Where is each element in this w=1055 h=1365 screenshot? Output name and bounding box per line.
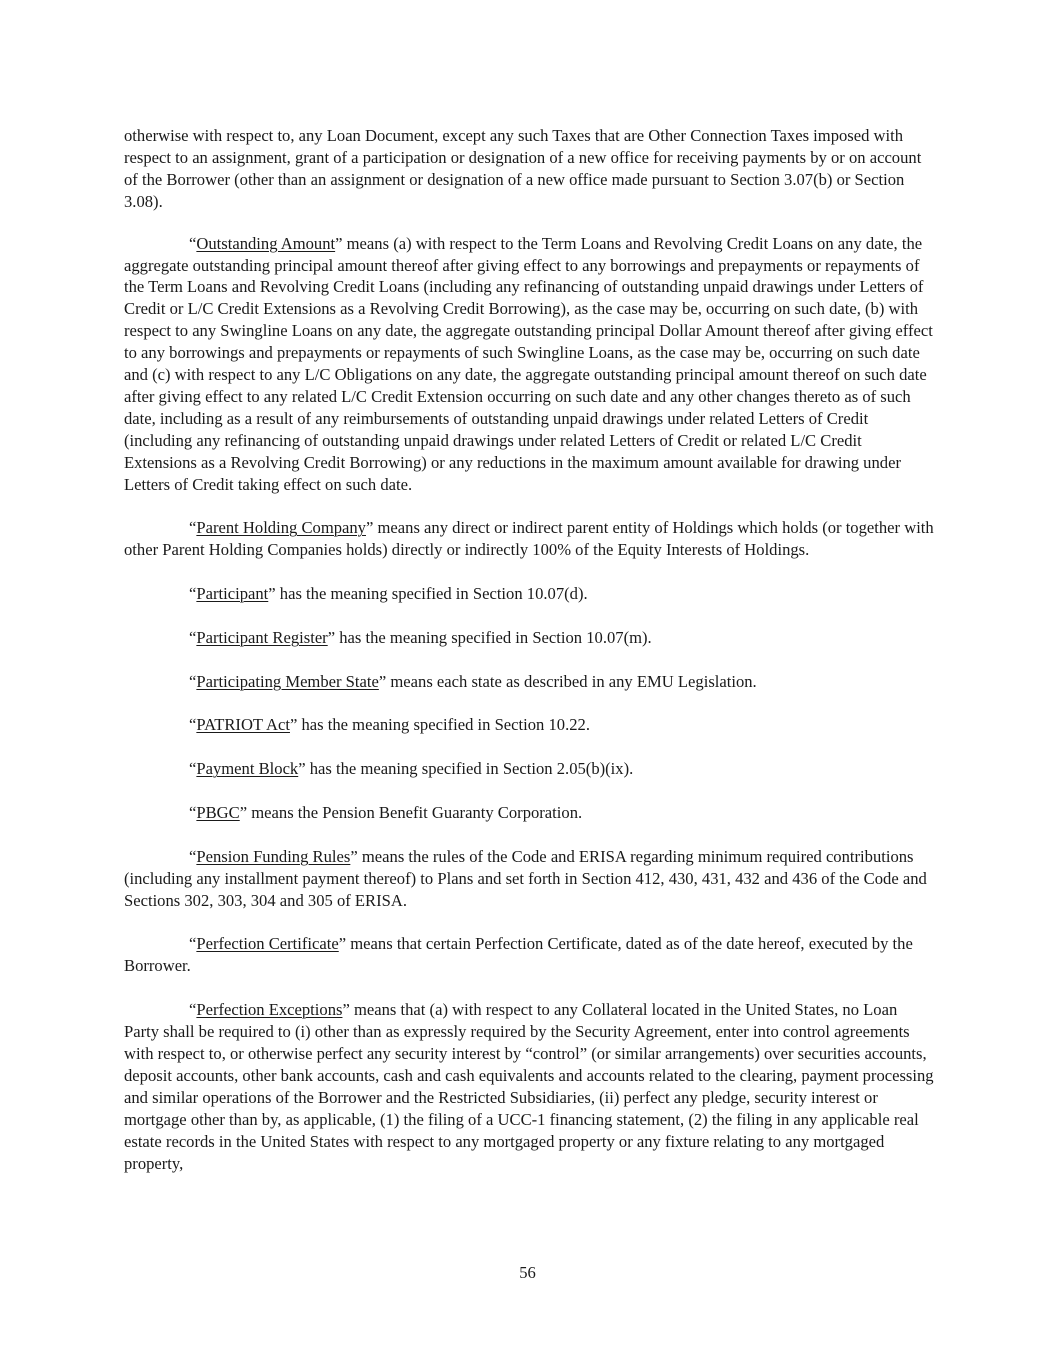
- definition-text: means that certain Perfection Certificate, dated as of the date hereof, executed by the Borrower.: [124, 934, 913, 976]
- definition-paragraph: “Perfection Exceptions” means that (a) with respect to any Collateral located in the United States, no Loan Party shall be required to (i) other than as expressly required by the Security Agreement, enter into control agreements with respect to, or otherwise perfect any security interest by “control” (or similar arrangements) over securities accounts, deposit accounts, other bank accounts, cash and cash equivalents and accounts related to the clearing, payment processing and similar operations of the Borrower and the Restricted Subsidiaries, (ii) perfect any pledge, security interest or mortgage other than by, as applicable, (1) the filing of a UCC-1 financing statement, (2) the filing in any applicable real estate records in the United States with respect to any mortgaged property or any fixture relating to any mortgaged property,: [124, 1000, 934, 1173]
- definition-text: has the meaning specified in Section 10.22.: [297, 715, 590, 735]
- definition-text: has the meaning specified in Section 10.07(d).: [275, 584, 588, 604]
- defined-term: Perfection Exceptions: [196, 1000, 343, 1020]
- definition-paragraph: “Participant” has the meaning specified in Section 10.07(d).: [189, 584, 588, 604]
- definition-paragraph: “PBGC” means the Pension Benefit Guaranty Corporation.: [189, 803, 583, 823]
- defined-term: Participating Member State: [196, 671, 379, 691]
- defined-term: PATRIOT Act: [196, 715, 290, 735]
- definition-paragraph: “Pension Funding Rules” means the rules of the Code and ERISA regarding minimum required contributions (including any installment payment thereof) to Plans and set forth in Section 412, 430, 431, 432 and 436 of the Code and Sections 302, 303, 304 and 305 of ERISA.: [124, 846, 927, 910]
- defined-term: Parent Holding Company: [196, 518, 366, 538]
- definitions-list: [124, 233, 934, 1175]
- definition-paragraph: “Payment Block” has the meaning specified in Section 2.05(b)(ix).: [189, 759, 634, 779]
- defined-term: Participant Register: [196, 627, 328, 647]
- definition-text: means each state as described in any EMU Legislation.: [386, 671, 757, 691]
- definition-paragraph: “Participating Member State” means each state as described in any EMU Legislation.: [189, 671, 757, 691]
- definition-paragraph: “PATRIOT Act” has the meaning specified in Section 10.22.: [189, 715, 590, 735]
- definition-paragraph: “Participant Register” has the meaning specified in Section 10.07(m).: [189, 627, 652, 647]
- defined-term: Outstanding Amount: [196, 233, 336, 253]
- definition-text: has the meaning specified in Section 10.07(m).: [335, 627, 652, 647]
- defined-term: Perfection Certificate: [196, 934, 339, 954]
- defined-term: PBGC: [196, 803, 240, 823]
- definition-text: means the Pension Benefit Guaranty Corporation.: [247, 803, 583, 823]
- definition-paragraph: “Parent Holding Company” means any direct or indirect parent entity of Holdings which holds (or together with other Parent Holding Companies holds) directly or indirectly 100% of the Equity Interests of Holdings.: [124, 518, 934, 560]
- document-page: [124, 125, 934, 1196]
- definition-text: means that (a) with respect to any Collateral located in the United States, no Loan Party shall be required to (i) other than as expressly required by the Security Agreement, enter into control agreements with respect to, or otherwise perfect any security interest by “control” (or similar arrangements) over securities accounts, deposit accounts, other bank accounts, cash and cash equivalents and accounts related to the clearing, payment processing and similar operations of the Borrower and the Restricted Subsidiaries, (ii) perfect any pledge, security interest or mortgage other than by, as applicable, (1) the filing of a UCC-1 financing statement, (2) the filing in any applicable real estate records in the United States with respect to any mortgaged property or any fixture relating to any mortgaged property,: [124, 1000, 934, 1173]
- continuation-paragraph: otherwise with respect to, any Loan Document, except any such Taxes that are Other Connection Taxes imposed with respect to an assignment, grant of a participation or designation of a new office for receiving payments by or on account of the Borrower (other than an assignment or designation of a new office made pursuant to Section 3.07(b) or Section 3.08).: [124, 126, 922, 211]
- defined-term: Pension Funding Rules: [196, 846, 351, 866]
- definition-text: means any direct or indirect parent entity of Holdings which holds (or together with other Parent Holding Companies holds) directly or indirectly 100% of the Equity Interests of Holdings.: [124, 518, 934, 560]
- defined-term: Participant: [196, 584, 269, 604]
- definition-text: means (a) with respect to the Term Loans and Revolving Credit Loans on any date, the aggregate outstanding principal amount thereof after giving effect to any borrowings and prepayments or repayments of the Term Loans and Revolving Credit Loans (including any refinancing of outstanding unpaid drawings under Letters of Credit or L/C Credit Extensions as a Revolving Credit Borrowing), as the case may be, occurring on such date, (b) with respect to any Swingline Loans on any date, the aggregate outstanding principal Dollar Amount thereof after giving effect to any borrowings and prepayments or repayments of such Swingline Loans, as the case may be, occurring on such date and (c) with respect to any L/C Obligations on any date, the aggregate outstanding principal amount thereof on such date after giving effect to any related L/C Credit Extension occurring on such date and any other changes thereto as of such date, including as a result of any reimbursements of outstanding unpaid drawings under related Letters of Credit (including any refinancing of outstanding unpaid drawings under related Letters of Credit or related L/C Credit Extensions as a Revolving Credit Borrowing) or any reductions in the maximum amount available for drawing under Letters of Credit taking effect on such date.: [124, 233, 933, 494]
- definition-paragraph: “Outstanding Amount” means (a) with respect to the Term Loans and Revolving Credit Loans on any date, the aggregate outstanding principal amount thereof after giving effect to any borrowings and prepayments or repayments of the Term Loans and Revolving Credit Loans (including any refinancing of outstanding unpaid drawings under Letters of Credit or L/C Credit Extensions as a Revolving Credit Borrowing), as the case may be, occurring on such date, (b) with respect to any Swingline Loans on any date, the aggregate outstanding principal Dollar Amount thereof after giving effect to any borrowings and prepayments or repayments of such Swingline Loans, as the case may be, occurring on such date and (c) with respect to any L/C Obligations on any date, the aggregate outstanding principal amount thereof on such date after giving effect to any related L/C Credit Extension occurring on such date and any other changes thereto as of such date, including as a result of any reimbursements of outstanding unpaid drawings under related Letters of Credit (including any refinancing of outstanding unpaid drawings under related Letters of Credit or related L/C Credit Extensions as a Revolving Credit Borrowing) or any reductions in the maximum amount available for drawing under Letters of Credit taking effect on such date.: [124, 233, 933, 494]
- page-number: 56: [519, 1263, 536, 1282]
- definition-text: has the meaning specified in Section 2.05(b)(ix).: [305, 759, 634, 779]
- defined-term: Payment Block: [196, 759, 299, 779]
- definition-paragraph: “Perfection Certificate” means that certain Perfection Certificate, dated as of the date hereof, executed by the Borrower.: [124, 934, 913, 976]
- definition-text: means the rules of the Code and ERISA regarding minimum required contributions (including any installment payment thereof) to Plans and set forth in Section 412, 430, 431, 432 and 436 of the Code and Sections 302, 303, 304 and 305 of ERISA.: [124, 846, 927, 910]
